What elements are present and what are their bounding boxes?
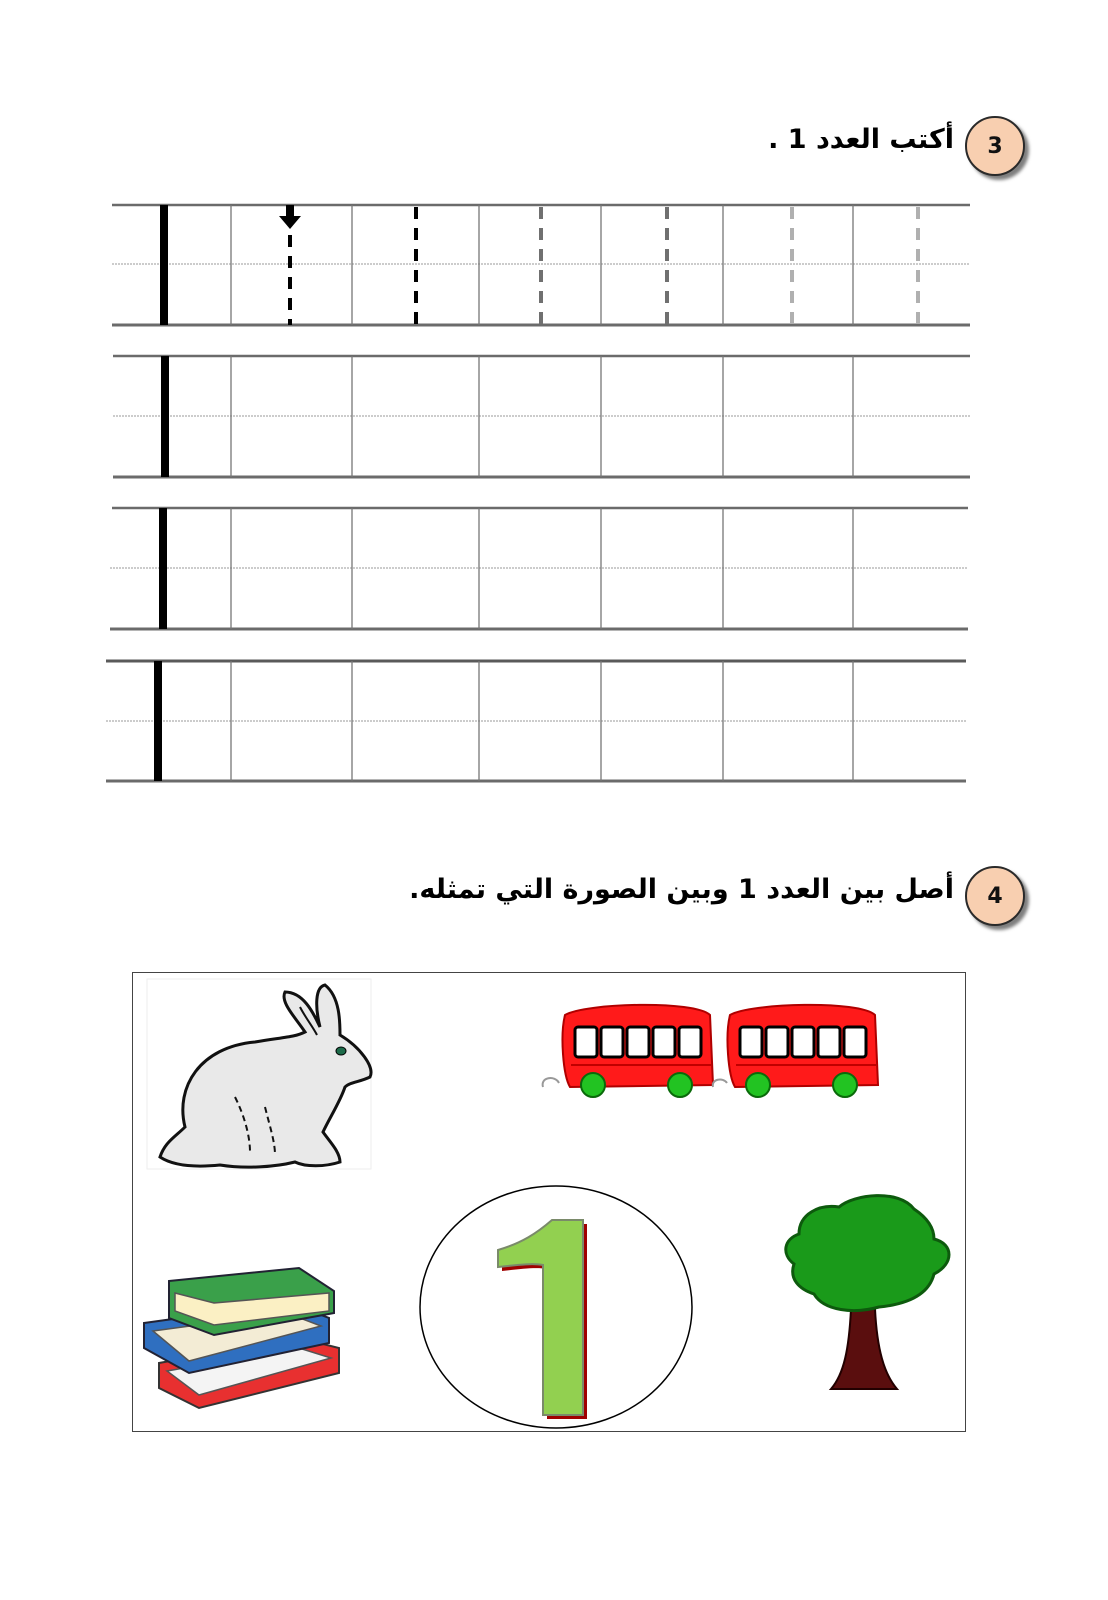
tracing-row-4[interactable]	[106, 661, 966, 781]
rabbit-picture[interactable]	[145, 977, 375, 1172]
down-arrow-icon	[279, 205, 301, 229]
stack-of-books-picture[interactable]	[139, 1263, 344, 1418]
number-1-in-circle[interactable]	[417, 1183, 697, 1431]
tracing-row-1[interactable]	[112, 205, 970, 325]
model-digit-one	[154, 205, 169, 781]
bus-1	[543, 1005, 713, 1097]
question-number: 4	[987, 883, 1003, 909]
question-number: 3	[987, 133, 1003, 159]
question-instruction: أصل بين العدد 1 وبين الصورة التي تمثله.	[409, 874, 954, 905]
bus-2	[713, 1005, 878, 1097]
tracing-row-3[interactable]	[110, 508, 968, 629]
trace-guides	[290, 207, 918, 325]
tree-picture[interactable]	[769, 1189, 959, 1399]
matching-box	[132, 972, 966, 1432]
question-instruction: أكتب العدد 1 .	[768, 124, 954, 155]
tracing-row-2[interactable]	[113, 356, 970, 477]
question-number-badge	[965, 866, 1025, 926]
two-red-buses-picture[interactable]	[535, 995, 895, 1105]
